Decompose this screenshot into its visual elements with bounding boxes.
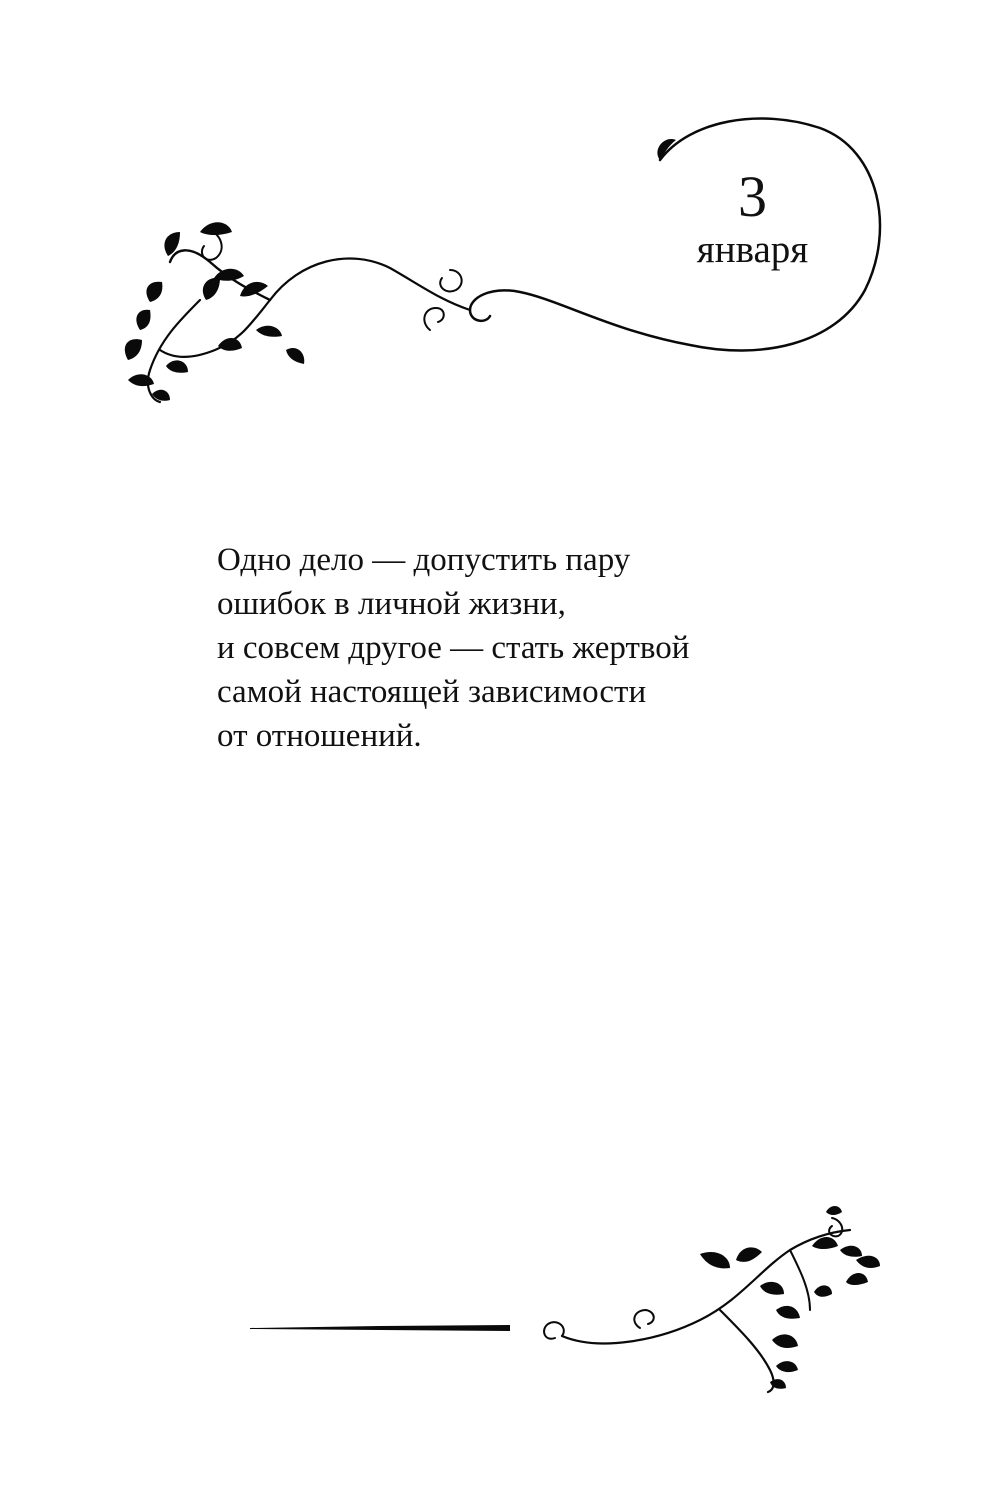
quote-line: ошибок в личной жизни, <box>217 586 566 622</box>
date-month: января <box>696 228 809 271</box>
quote-line: от отношений. <box>217 718 422 754</box>
quote-line: самой настоящей зависимости <box>217 674 647 710</box>
date-day: 3 <box>738 164 767 229</box>
quote-line: Одно дело — допустить пару <box>217 542 631 578</box>
date-heading <box>660 166 845 272</box>
top-flourish-ornament <box>0 0 1000 430</box>
bottom-flourish-ornament <box>0 1190 1000 1420</box>
quote-line: и совсем другое — стать жертвой <box>217 630 690 666</box>
quote-text <box>217 538 837 758</box>
